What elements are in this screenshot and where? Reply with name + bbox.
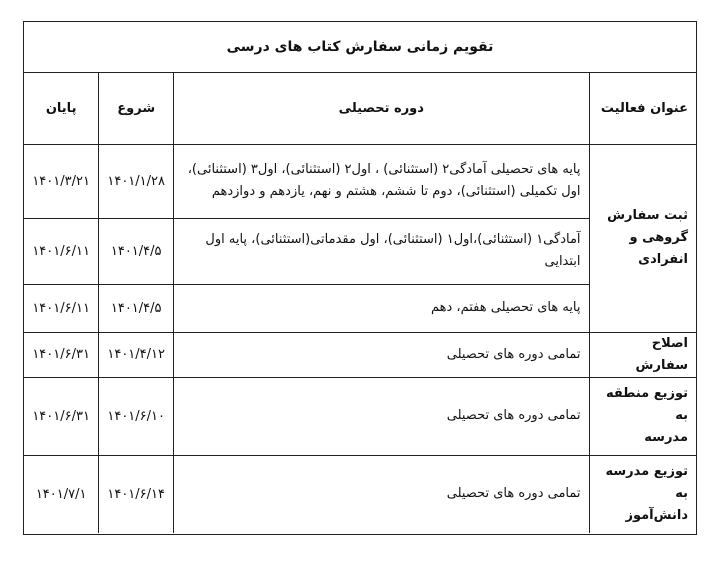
start-date-cell: ۱۴۰۱/۴/۵ [99, 218, 174, 284]
table-header-row [24, 73, 696, 144]
activity-cell: ثبت سفارش گروهی و انفرادی [589, 144, 696, 332]
table-row [24, 144, 696, 218]
document-title: تقویم زمانی سفارش کتاب های درسی [24, 22, 696, 73]
period-cell: تمامی دوره های تحصیلی [174, 377, 589, 455]
start-date-cell: ۱۴۰۱/۴/۱۲ [99, 332, 174, 377]
period-cell: تمامی دوره های تحصیلی [174, 455, 589, 533]
end-date-cell: ۱۴۰۱/۶/۱۱ [24, 284, 99, 332]
period-cell: تمامی دوره های تحصیلی [174, 332, 589, 377]
header-start: شروع [99, 73, 174, 144]
end-date-cell: ۱۴۰۱/۶/۳۱ [24, 377, 99, 455]
activity-cell: توزیع مدرسه به دانش‌آموز [589, 455, 696, 533]
start-date-cell: ۱۴۰۱/۴/۵ [99, 284, 174, 332]
end-date-cell: ۱۴۰۱/۶/۱۱ [24, 218, 99, 284]
header-period: دوره تحصیلی [174, 73, 589, 144]
schedule-table [24, 73, 696, 533]
start-date-cell: ۱۴۰۱/۶/۱۰ [99, 377, 174, 455]
start-date-cell: ۱۴۰۱/۱/۲۸ [99, 144, 174, 218]
start-date-cell: ۱۴۰۱/۶/۱۴ [99, 455, 174, 533]
table-row [24, 455, 696, 533]
period-cell: پایه های تحصیلی آمادگی۲ (استثنائی) ، اول۲ (استثنائی)، اول۳ (استثنائی)، اول تکمیلی (استثنائی)، دوم تا ششم، هشتم و نهم، یازدهم و دوازدهم [174, 144, 589, 218]
end-date-cell: ۱۴۰۱/۶/۳۱ [24, 332, 99, 377]
end-date-cell: ۱۴۰۱/۳/۲۱ [24, 144, 99, 218]
schedule-document [23, 21, 697, 535]
activity-cell: اصلاح سفارش [589, 332, 696, 377]
activity-cell: توزیع منطقه به مدرسه [589, 377, 696, 455]
period-cell: پایه های تحصیلی هفتم، دهم [174, 284, 589, 332]
header-end: پایان [24, 73, 99, 144]
header-activity: عنوان فعالیت [589, 73, 696, 144]
table-row [24, 377, 696, 455]
end-date-cell: ۱۴۰۱/۷/۱ [24, 455, 99, 533]
period-cell: آمادگی۱ (استثنائی)،اول۱ (استثنائی)، اول مقدماتی(استثنائی)، پایه اول ابتدایی [174, 218, 589, 284]
table-row [24, 332, 696, 377]
